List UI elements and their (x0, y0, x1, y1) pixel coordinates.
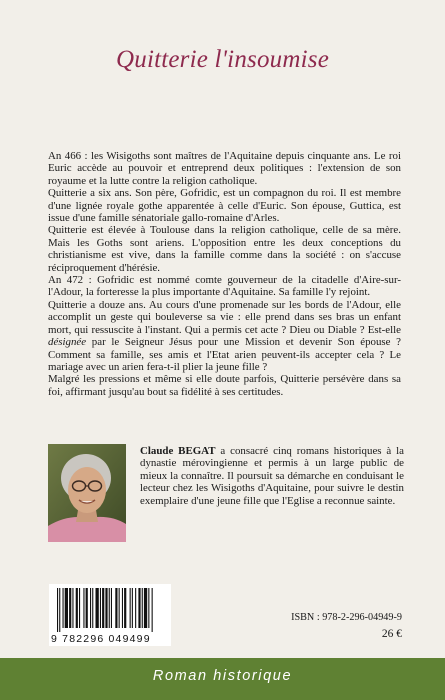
barcode-bar (76, 588, 78, 628)
barcode-number: 9 782296 049499 (51, 633, 151, 645)
author-bio-text: a consacré cinq romans historiques à la dynastie mérovingienne et permis à un large public de mieux la connaître. Il poursuit sa démarche en conduisant le lecteur chez les Wisigoths d'Aquitaine, pour suivre le destin exemplaire d'une jeune fille que l'Eglise a reconnue sainte. (140, 445, 404, 507)
synopsis-paragraph (48, 299, 401, 373)
barcode-bar (86, 588, 88, 628)
barcode-bar (79, 588, 80, 628)
barcode-bars (49, 584, 171, 632)
barcode-bar (148, 588, 149, 628)
barcode-bar (100, 588, 101, 628)
emphasis-designee: désignée (48, 336, 87, 349)
synopsis-paragraph: Quitterie est élevée à Toulouse dans la religion catholique, celle de sa mère. Mais les Goths sont ariens. L'opposition entre les deux conceptions du christianisme est vive, dans la famille comme dans la société : on s'accuse réciproquement d'hérésie. (48, 224, 401, 274)
synopsis (48, 150, 401, 398)
author-photo (48, 444, 126, 542)
author-portrait-image (48, 444, 126, 542)
barcode-bar (59, 588, 60, 632)
synopsis-text: Quitterie a douze ans. Au cours d'une promenade sur les bords de l'Adour, elle accomplit un geste qui bouleverse sa vie : elle prend dans ses bras un enfant mort, qui ressuscite à l'instant. Qui a permis cet acte ? Dieu ou Diable ? Est-elle (48, 298, 401, 336)
author-name: Claude BEGAT (140, 445, 216, 457)
synopsis-text: par le Seigneur Jésus pour une Mission et devenir Son épouse ? Comment sa famille, ses amis et l'Etat arien peuvent-ils accepter cela ? Le mariage avec un arien fera-t-il plier la jeune fille ? (48, 336, 402, 373)
barcode-bar (69, 588, 71, 628)
barcode-bar (144, 588, 147, 628)
barcode-bar (130, 588, 131, 628)
synopsis-paragraph: Malgré les pressions et même si elle doute parfois, Quitterie persévère dans sa foi, affirmant jusqu'au bout sa fidélité à ses certitudes. (48, 373, 401, 398)
price: 26 € (381, 628, 402, 640)
barcode-bar (90, 588, 91, 628)
barcode-bar (96, 588, 99, 628)
synopsis-paragraph: An 472 : Gofridic est nommé comte gouverneur de la citadelle d'Aire-sur-l'Adour, la forteresse la plus importante d'Aquitaine. Sa famille l'y rejoint. (48, 274, 401, 299)
barcode-bar (115, 588, 117, 628)
synopsis-paragraph: An 466 : les Wisigoths sont maîtres de l'Aquitaine depuis cinquante ans. Le roi Euric accède au pouvoir et entreprend deux politiques : l'extension de son royaume et la lutte contre la religion catholique. (48, 150, 401, 187)
barcode-bar (142, 588, 143, 628)
barcode-bar (63, 588, 64, 628)
barcode-bar (109, 588, 110, 628)
isbn: ISBN : 978-2-296-04949-9 (291, 612, 402, 623)
barcode-bar (65, 588, 68, 628)
genre-label: Roman historique (152, 668, 293, 684)
barcode-bar (57, 588, 58, 632)
barcode-bar (72, 588, 73, 628)
barcode-bar (135, 588, 136, 628)
barcode-bar (152, 588, 153, 632)
synopsis-paragraph: Quitterie a six ans. Son père, Gofridic, est un compagnon du roi. Il est membre d'une lignée royale gothe apparentée à celle d'Euric. Son épouse, Guttica, est issue d'une famille sénatoriale gallo-romaine d'Arles. (48, 187, 401, 225)
barcode-bar (83, 588, 84, 628)
barcode-bar (111, 588, 112, 628)
barcode-bar (92, 588, 93, 628)
barcode-bar (124, 588, 126, 628)
barcode-bar (138, 588, 140, 628)
barcode-bar (102, 588, 104, 628)
barcode-bar (105, 588, 107, 628)
barcode-bar (119, 588, 120, 628)
author-bio (140, 445, 404, 507)
book-title: Quitterie l'insoumise (115, 46, 329, 73)
barcode-bar (132, 588, 133, 628)
barcode-bar (122, 588, 123, 628)
barcode (49, 584, 171, 646)
